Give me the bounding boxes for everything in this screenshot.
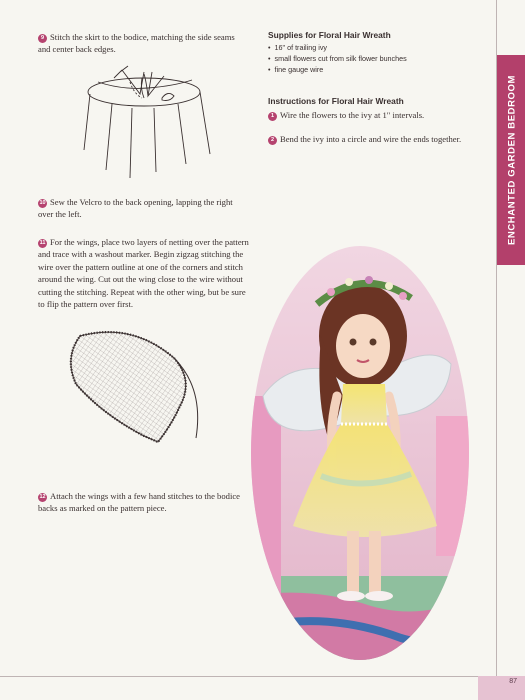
section-sidebar	[496, 0, 525, 700]
step-text: Attach the wings with a few hand stitches to the bodice backs as marked on the pattern piece.	[38, 491, 240, 514]
step-number-badge: 12	[39, 494, 46, 500]
supplies-heading: Supplies for Floral Hair Wreath	[268, 30, 391, 40]
supply-item: • 16" of trailing ivy	[268, 42, 468, 53]
instruction-step-2	[268, 133, 473, 145]
step-number-badge: 10	[39, 200, 46, 206]
section-tab	[497, 55, 525, 265]
step-text: Sew the Velcro to the back opening, lapping the right over the left.	[38, 197, 233, 220]
instructions-heading: Instructions for Floral Hair Wreath	[268, 96, 404, 106]
supply-item: • fine gauge wire	[268, 64, 468, 75]
step-12	[38, 490, 248, 515]
step-text: Stitch the skirt to the bodice, matching the side seams and center back edges.	[38, 32, 235, 55]
wing-illustration	[62, 328, 212, 450]
step-number-badge: 9	[38, 34, 47, 43]
step-text: For the wings, place two layers of netting over the pattern and trace with a washout marker. Begin zigzag stitching the wire over the pattern outline at one of the corners and stitch around the wing. Cut out the wing close to the wire without cutting the stitching. Repeat with the other wing, but be sure to flip the pattern over first.	[38, 237, 249, 310]
page-number: 87	[478, 676, 525, 700]
step-11	[38, 236, 250, 311]
step-number-badge: 1	[268, 112, 277, 121]
doll-photo	[251, 246, 469, 660]
footer-rule	[0, 676, 496, 677]
step-text: Bend the ivy into a circle and wire the ends together.	[280, 134, 462, 144]
supply-item: • small flowers cut from silk flower bunches	[268, 53, 468, 64]
step-text: Wire the flowers to the ivy at 1" intervals.	[280, 110, 425, 120]
section-title: ENCHANTED GARDEN BEDROOM	[506, 74, 517, 246]
step-10	[38, 196, 248, 221]
supplies-list	[268, 42, 468, 75]
step-number-badge: 11	[39, 240, 46, 246]
instruction-step-1	[268, 109, 473, 121]
step-9	[38, 31, 243, 56]
step-number-badge: 2	[268, 136, 277, 145]
skirt-bodice-illustration	[82, 60, 212, 182]
